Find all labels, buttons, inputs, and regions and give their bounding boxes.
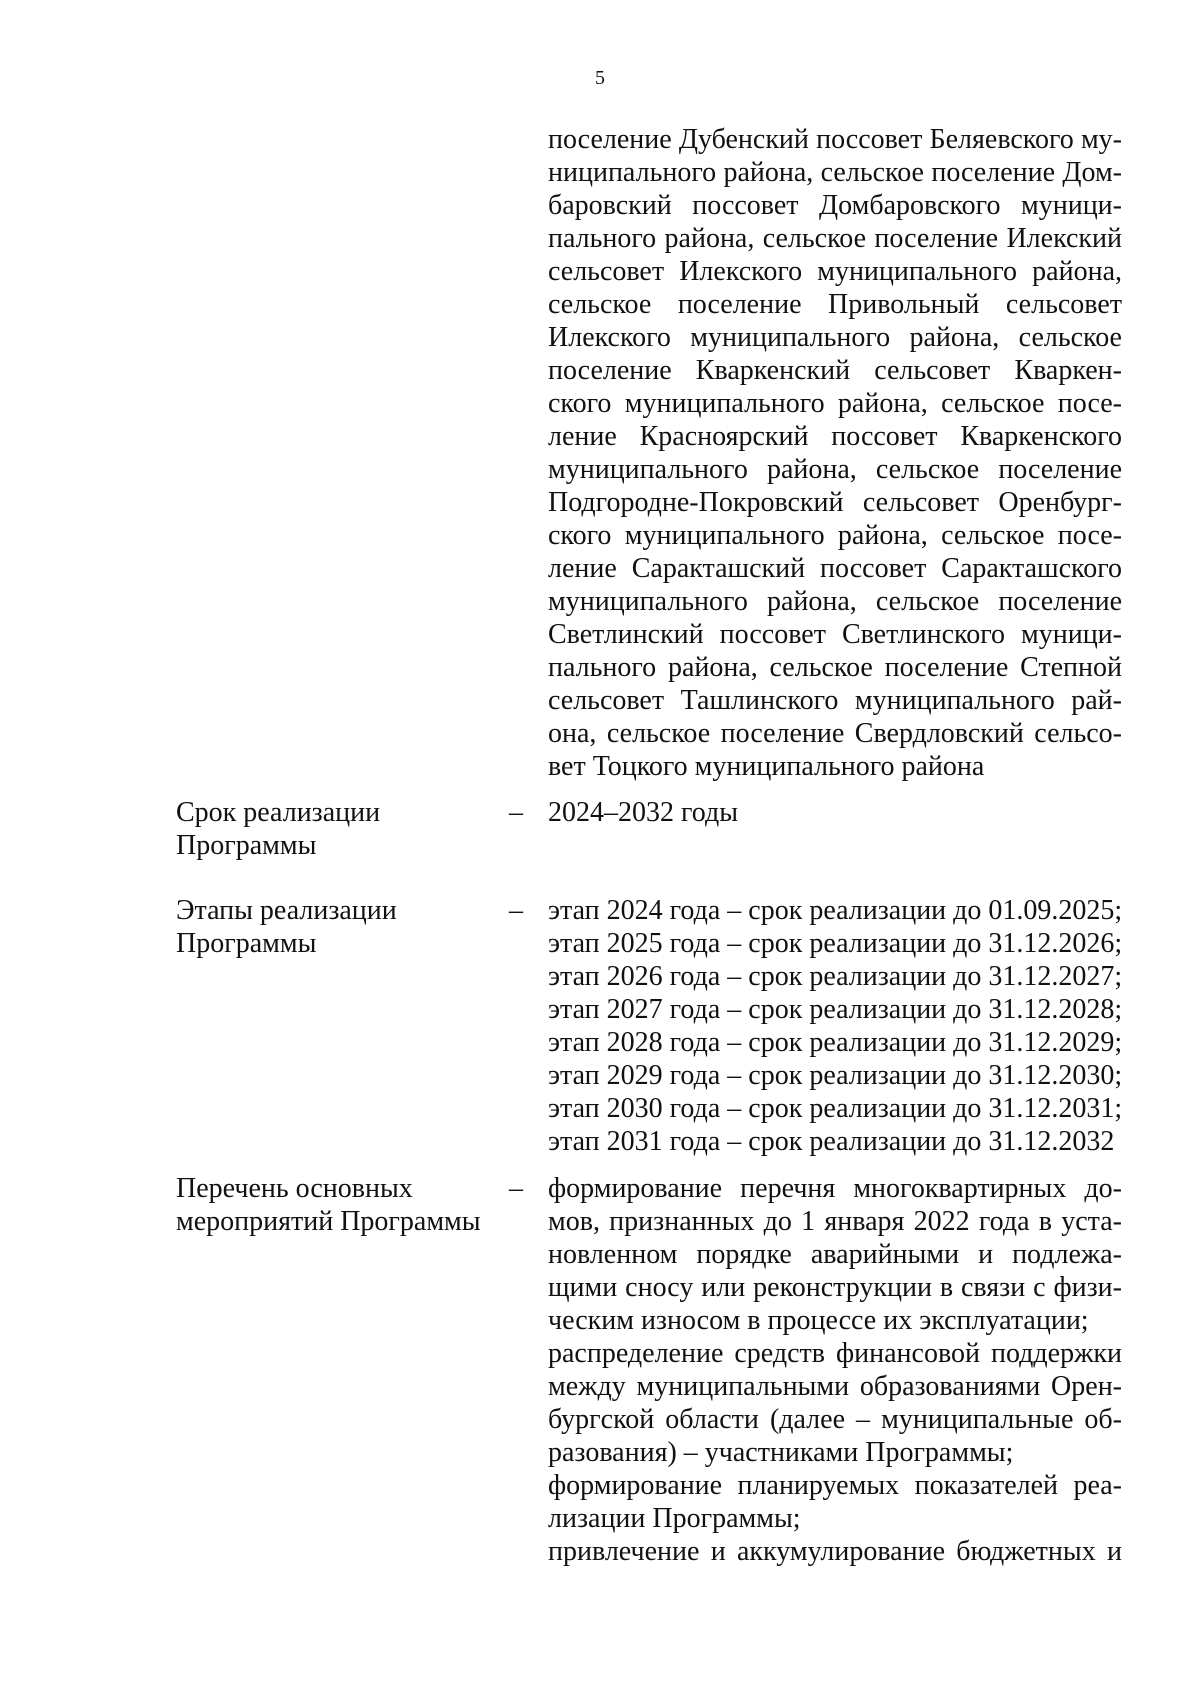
stage-item: этап 2029 года – срок реализации до 31.12.2030; [548, 1060, 1123, 1091]
stage-item: этап 2025 года – срок реализации до 31.12.2026; [548, 928, 1123, 959]
term-label-line: Срок реализации [176, 797, 381, 828]
text-line: ского муниципального района, сельское посе- [548, 520, 1122, 551]
text-line: баровский поссовет Домбаровского муници- [548, 190, 1122, 221]
page-number: 5 [595, 67, 605, 89]
text-line: поселение Дубенский поссовет Беляевского му- [548, 124, 1122, 155]
term-value: 2024–2032 годы [548, 797, 739, 828]
activity-line: щими сносу или реконструкции в связи с физи- [548, 1272, 1122, 1303]
text-line: Светлинский поссовет Светлинского муници- [548, 619, 1122, 650]
activity-line: распределение средств финансовой поддержки [548, 1338, 1122, 1369]
activity-line: мов, признанных до 1 января 2022 года в уста- [548, 1206, 1122, 1237]
stage-item: этап 2027 года – срок реализации до 31.12.2028; [548, 994, 1123, 1025]
stage-item: этап 2030 года – срок реализации до 31.12.2031; [548, 1093, 1123, 1124]
text-line: муниципального района, сельское поселение [548, 454, 1122, 485]
activity-line: бургской области (далее – муниципальные об- [548, 1404, 1122, 1435]
text-line: вет Тоцкого муниципального района [548, 751, 985, 782]
activities-label-line: Перечень основных [176, 1173, 413, 1204]
text-line: Подгородне-Покровский сельсовет Оренбург- [548, 487, 1122, 518]
stage-item: этап 2031 года – срок реализации до 31.12.2032 [548, 1126, 1115, 1157]
text-line: поселение Кваркенский сельсовет Кваркен- [548, 355, 1122, 386]
text-line: муниципального района, сельское поселение [548, 586, 1122, 617]
stage-item: этап 2024 года – срок реализации до 01.09.2025; [548, 895, 1123, 926]
activities-label-line: мероприятий Программы [176, 1206, 481, 1237]
activities-dash: – [509, 1173, 523, 1204]
text-line: сельское поселение Привольный сельсовет [548, 289, 1122, 320]
stages-label-line: Программы [176, 928, 317, 959]
activity-line: между муниципальными образованиями Орен- [548, 1371, 1122, 1402]
term-dash: – [509, 797, 523, 828]
activity-line: привлечение и аккумулирование бюджетных и [548, 1536, 1122, 1567]
term-label-line: Программы [176, 830, 317, 861]
text-line: сельсовет Илекского муниципального района, [548, 256, 1122, 287]
activity-line: новленном порядке аварийными и подлежа- [548, 1239, 1122, 1270]
activity-line: формирование планируемых показателей реа- [548, 1470, 1122, 1501]
text-line: сельсовет Ташлинского муниципального рай- [548, 685, 1122, 716]
activity-line: разования) – участниками Программы; [548, 1437, 1014, 1468]
stage-item: этап 2026 года – срок реализации до 31.12.2027; [548, 961, 1123, 992]
text-line: пального района, сельское поселение Степной [548, 652, 1122, 683]
text-line: ление Красноярский поссовет Кваркенского [548, 421, 1122, 452]
text-line: Илекского муниципального района, сельское [548, 322, 1122, 353]
text-line: ского муниципального района, сельское посе- [548, 388, 1122, 419]
activity-line: ческим износом в процессе их эксплуатации; [548, 1305, 1089, 1336]
stages-label-line: Этапы реализации [176, 895, 397, 926]
text-line: ниципального района, сельское поселение Дом- [548, 157, 1122, 188]
activity-line: формирование перечня многоквартирных до- [548, 1173, 1122, 1204]
stages-dash: – [509, 895, 523, 926]
text-line: ление Саракташский поссовет Саракташского [548, 553, 1122, 584]
activity-line: лизации Программы; [548, 1503, 801, 1534]
stage-item: этап 2028 года – срок реализации до 31.12.2029; [548, 1027, 1123, 1058]
text-line: пального района, сельское поселение Илекский [548, 223, 1122, 254]
text-line: она, сельское поселение Свердловский сельсо- [548, 718, 1122, 749]
